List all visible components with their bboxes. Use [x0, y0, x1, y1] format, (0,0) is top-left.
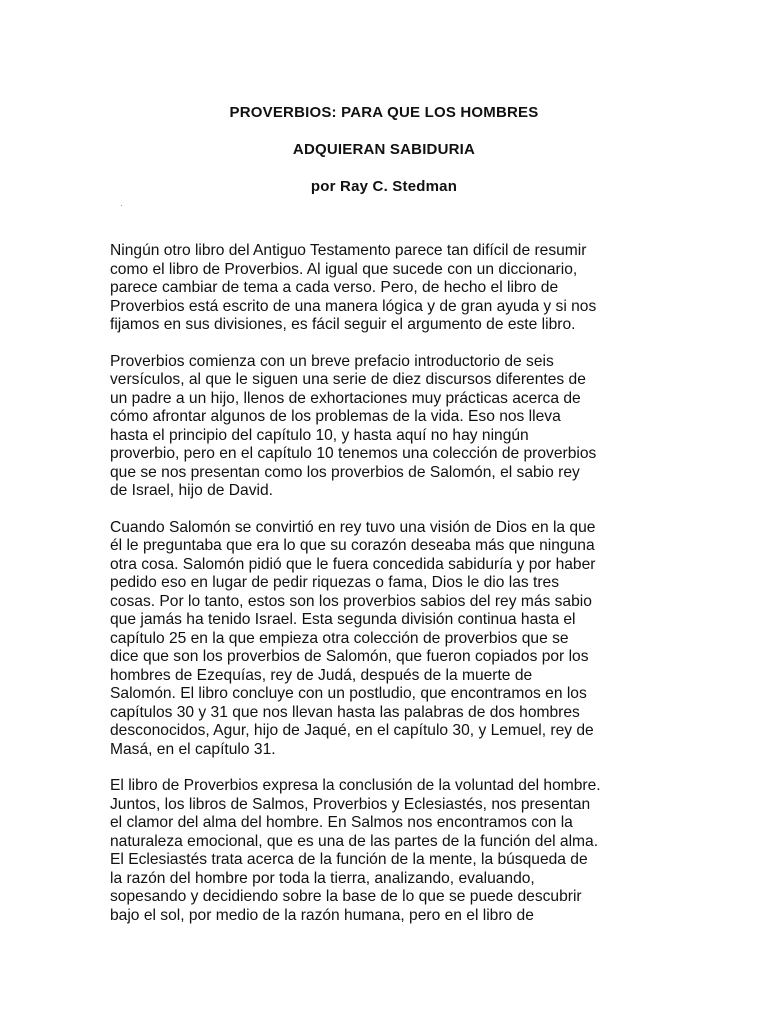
text-line: desconocidos, Agur, hijo de Jaqué, en el capítulo 30, y Lemuel, rey de — [110, 722, 594, 739]
text-line: cosas. Por lo tanto, estos son los proverbios sabios del rey más sabio — [110, 592, 592, 610]
text-line: sopesando y decidiendo sobre la base de lo que se puede descubrir — [110, 888, 582, 905]
text-line: fijamos en sus divisiones, es fácil seguir el argumento de este libro. — [110, 316, 576, 333]
text-line: otra cosa. Salomón pidió que le fuera concedida sabiduría y por haber — [110, 555, 596, 573]
text-line: hombres de Ezequías, rey de Judá, después de la muerte de — [110, 666, 533, 684]
stray-mark: · — [120, 200, 123, 210]
text-line: como el libro de Proverbios. Al igual que sucede con un diccionario, — [110, 260, 578, 278]
document-body — [110, 242, 662, 943]
text-line: El Eclesiastés trata acerca de la función de la mente, la búsqueda de — [110, 851, 588, 868]
text-line: Proverbios comienza con un breve prefacio introductorio de seis — [110, 352, 554, 370]
text-line: naturaleza emocional, que es una de las partes de la función del alma. — [110, 832, 599, 850]
text-line: Masá, en el capítulo 31. — [110, 740, 276, 758]
text-line: versículos, al que le siguen una serie de diez discursos diferentes de — [110, 371, 586, 388]
text-line: de Israel, hijo de David. — [110, 482, 273, 499]
text-line: dice que son los proverbios de Salomón, que fueron copiados por los — [110, 648, 589, 665]
text-line: él le preguntaba que era lo que su corazón deseaba más que ninguna — [110, 537, 595, 554]
paragraph-2 — [110, 353, 662, 501]
document-title-line-2: ADQUIERAN SABIDURIA — [292, 141, 476, 158]
paragraph-4 — [110, 777, 662, 925]
text-line: Ningún otro libro del Antiguo Testamento parece tan difícil de resumir — [110, 242, 587, 259]
text-line: Cuando Salomón se convirtió en rey tuvo una visión de Dios en la que — [110, 518, 596, 536]
document-author: por Ray C. Stedman — [310, 178, 458, 195]
text-line: el clamor del alma del hombre. En Salmos nos encontramos con la — [110, 814, 573, 831]
text-line: capítulo 25 en la que empieza otra colección de proverbios que se — [110, 629, 569, 647]
text-line: hasta el principio del capítulo 10, y hasta aquí no hay ningún — [110, 426, 529, 444]
document-title-line-1: PROVERBIOS: PARA QUE LOS HOMBRES — [229, 104, 539, 121]
text-line: parece cambiar de tema a cada verso. Pero, de hecho el libro de — [110, 279, 559, 296]
paragraph-1 — [110, 242, 662, 335]
text-line: pedido eso en lugar de pedir riquezas o fama, Dios le dio las tres — [110, 574, 560, 591]
text-line: proverbio, pero en el capítulo 10 tenemos una colección de proverbios — [110, 445, 597, 462]
paragraph-3 — [110, 519, 662, 760]
text-line: El libro de Proverbios expresa la conclusión de la voluntad del hombre. — [110, 777, 601, 794]
text-line: bajo el sol, por medio de la razón humana, pero en el libro de — [110, 906, 534, 924]
text-line: un padre a un hijo, llenos de exhortaciones muy prácticas acerca de — [110, 389, 581, 407]
text-line: capítulos 30 y 31 que nos llevan hasta las palabras de dos hombres — [110, 703, 580, 721]
text-line: la razón del hombre por toda la tierra, analizando, evaluando, — [110, 869, 535, 887]
text-line: Proverbios está escrito de una manera lógica y de gran ayuda y si nos — [110, 297, 597, 315]
text-line: que se nos presentan como los proverbios de Salomón, el sabio rey — [110, 463, 580, 481]
text-line: cómo afrontar algunos de los problemas de la vida. Eso nos lleva — [110, 408, 561, 425]
text-line: Juntos, los libros de Salmos, Proverbios y Eclesiastés, nos presentan — [110, 795, 591, 813]
text-line: Salomón. El libro concluye con un postludio, que encontramos en los — [110, 685, 587, 702]
text-line: que jamás ha tenido Israel. Esta segunda división continua hasta el — [110, 611, 576, 628]
